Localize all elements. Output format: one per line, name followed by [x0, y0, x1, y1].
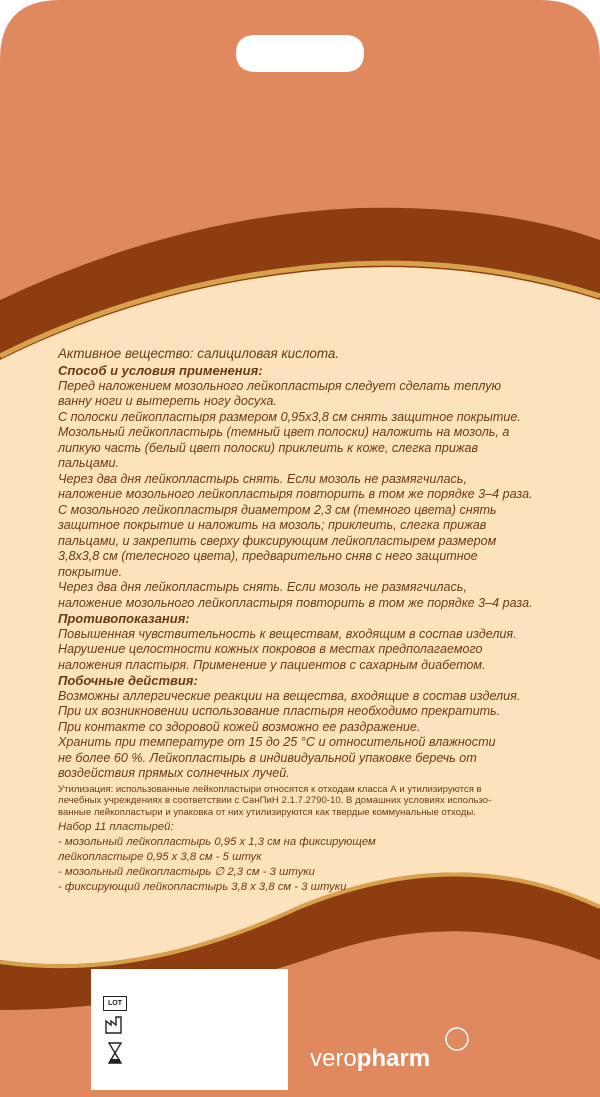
section-heading: Побочные действия: — [58, 673, 198, 688]
paragraph: Перед наложением мозольного лейкопластыря следует сделать теплую ванну ноги и вытереть ногу досуха. — [58, 378, 502, 408]
disposal-note: Утилизация: использованные лейкопластыри относятся к отходам класса А и утилизируются в лечебных учреждениях в соответствии с СанПиН 2.1.7.2790-10. В домашних условиях использо- ванные лейкопластыри и упаковка от них утилизируются как твердые коммунальные отходы. — [58, 783, 492, 818]
set-item: - мозольный лейкопластырь ∅ 2,3 см - 3 штуки — [58, 866, 315, 878]
brand-circle-icon — [443, 1025, 471, 1053]
active-substance: Активное вещество: салициловая кислота. — [58, 346, 339, 361]
storage-conditions: Хранить при температуре от 15 до 25 °С и относительной влажности не более 60 %. Лейкопластырь в индивидуальной упаковке беречь от воздействия прямых солнечных лучей. — [58, 735, 496, 780]
paragraph: С полоски лейкопластыря размером 0,95х3,8 см снять защитное покрытие. — [58, 409, 521, 424]
set-contents — [58, 820, 600, 895]
section-heading: Противопоказания: — [58, 611, 190, 626]
lot-label-box — [91, 969, 288, 1090]
veropharm-logo — [310, 1045, 430, 1073]
paragraph: Возможны аллергические реакции на вещества, входящие в состав изделия. — [58, 688, 521, 703]
paragraph: Повышенная чувствительность к веществам, входящим в состав изделия. — [58, 626, 517, 641]
paragraph: Через два дня лейкопластырь снять. Если мозоль не размягчилась, наложение мозольного лейкопластыря повторить в том же порядке 3–4 раза. — [58, 471, 533, 501]
brand-part-1: vero — [310, 1045, 357, 1072]
paragraph: Через два дня лейкопластырь снять. Если мозоль не размягчилась, наложение мозольного лейкопластыря повторить в том же порядке 3–4 раза. — [58, 580, 533, 610]
section-contraindications — [58, 611, 600, 673]
paragraph: Мозольный лейкопластырь (темный цвет полоски) наложить на мозоль, а липкую часть (белый цвет полоски) приклеить к коже, слегка прижав пальцами. — [58, 425, 510, 470]
section-heading: Способ и условия применения: — [58, 363, 263, 378]
paragraph: При их возникновении использование пластыря необходимо прекратить. — [58, 704, 501, 718]
instructions-text — [58, 345, 600, 895]
set-item: - фиксирующий лейкопластырь 3,8 х 3,8 см - 3 штуки — [58, 881, 347, 893]
section-usage — [58, 363, 600, 611]
lot-symbol: LOT — [103, 996, 127, 1011]
paragraph: Нарушение целостности кожных покровов в местах предполагаемого наложения пластыря. Применение у пациентов с сахарным диабетом. — [58, 642, 486, 672]
section-side-effects — [58, 673, 600, 735]
manufacture-date-icon — [104, 1015, 124, 1035]
paragraph: При контакте со здоровой кожей возможно ее раздражение. — [58, 719, 421, 734]
brand-part-2: pharm — [356, 1045, 431, 1072]
expiry-hourglass-icon — [107, 1041, 123, 1065]
paragraph: С мозольного лейкопластыря диаметром 2,3 см (темного цвета) снять защитное покрытие и наложить на мозоль; приклеить, слегка прижав пальцами, и закрепить сверху фиксирующим лейкопластырем размером 3,8х3,8 см (телесного цвета), предварительно сняв с него защитное покрытие. — [58, 502, 497, 579]
hanging-hole — [236, 35, 364, 72]
set-item: - мозольный лейкопластырь 0,95 х 1,3 см на фиксирующем лейкопластыре 0,95 х 3,8 см - 5 штук — [58, 836, 376, 863]
set-title: Набор 11 пластырей: — [58, 821, 174, 833]
